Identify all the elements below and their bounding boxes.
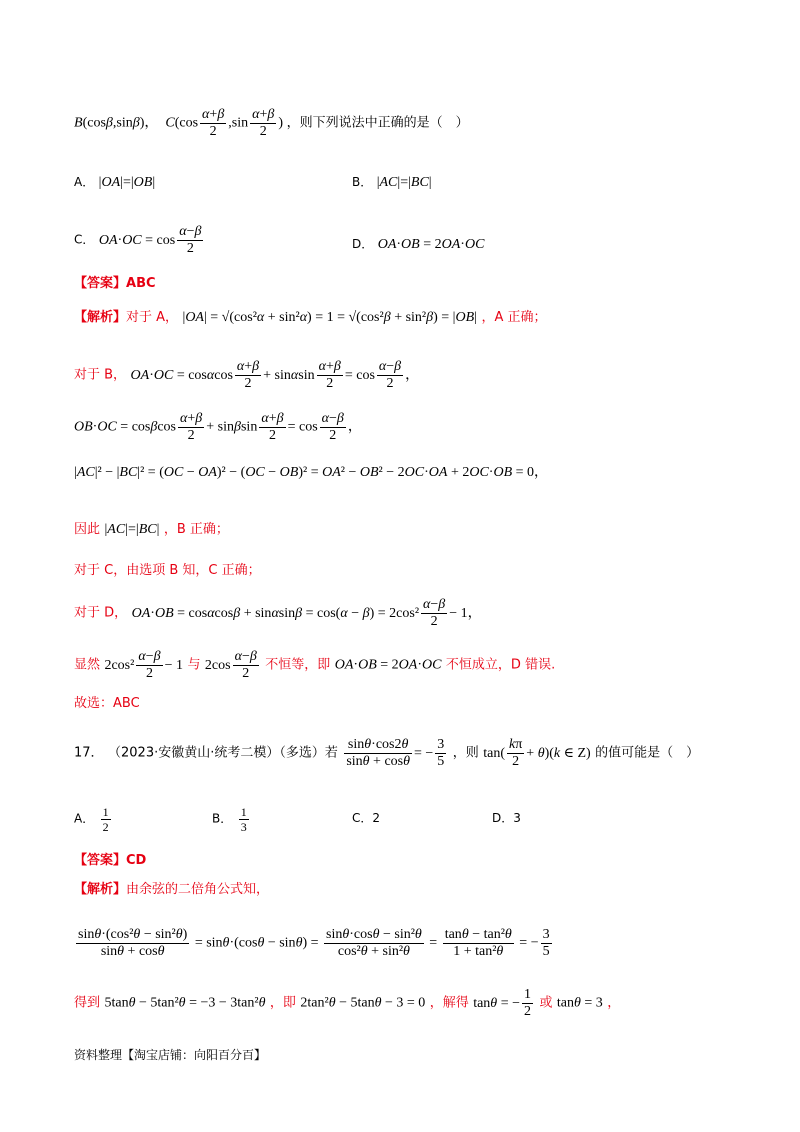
q17-option-a: A． $\frac{1}{2}$ xyxy=(74,805,109,834)
page-footer: 资料整理【淘宝店铺：向阳百分百】 xyxy=(74,1048,267,1062)
q16-option-c: C． OA·OC = cos $\frac{\alpha-\beta}{2}$ xyxy=(74,224,202,256)
q16-stem-tail: ，则下列说法中正确的是（ ） xyxy=(286,115,469,131)
q17-solve-line: 得到 5tanθ − 5tan²θ = −3 − 3tan²θ ，即 2tan²θ − 5tanθ − 3 = 0 ，解得 tanθ = − $\frac{1}{2}$ 或 tanθ = 3 ， xyxy=(74,987,621,1019)
q16-analysis-b-3: |AC|² − |BC|² = (OC − OA)² − (OC − OB)² = OA² − OB² − 2OC·OA + 2OC·OB = 0， xyxy=(74,465,549,480)
q16-option-d: D． OA·OB = 2OA·OC xyxy=(352,237,485,252)
q16-analysis-b-1: 对于 B， OA·OC = cosαcos $\frac{\alpha+\beta}{2}$ + sinαsin $\frac{\alpha+\beta}{2}$ = cos $\frac{\alpha-\beta}{2}$ ， xyxy=(74,359,420,391)
q17-analysis-intro: 【解析】由余弦的二倍角公式知， xyxy=(74,882,270,897)
q16-analysis-a: 【解析】对于 A， |OA| = √(cos²α + sin²α) = 1 = √(cos²β + sin²β) = |OB| ，A 正确； xyxy=(74,310,547,325)
q17-equation: $\frac{\text{sinθ·(cos²θ − sin²θ)}}{\sin\theta + \cos\theta}$ = sinθ·(cosθ − sinθ) = $\frac{\text{sinθ·cosθ − sin²θ}}{\text{cos²θ + sin²θ}}$ = $\frac{\text{tanθ − tan²θ}}{\text{1 + tan²θ}}$ = − $\frac{3}{5}$ xyxy=(78,927,550,959)
q16-analysis-b-2: OB·OC = cosβcos $\frac{\alpha+\beta}{2}$ + sinβsin $\frac{\alpha+\beta}{2}$ = cos $\frac{\alpha-\beta}{2}$ ， xyxy=(74,411,362,443)
q16-analysis-b-4: 因此 |AC|=|BC| ，B 正确； xyxy=(74,522,229,537)
q16-final-choice: 故选：ABC xyxy=(74,696,140,711)
q16-stem: B(cosβ,sinβ)， C(cos $\frac{\alpha+\beta}{2}$ ,sin $\frac{\alpha+\beta}{2}$ ) ，则下列说法中正确的是（ ） xyxy=(74,107,469,139)
q16-option-b: B． |AC|=|BC| xyxy=(352,175,432,190)
q16-answer: 【答案】ABC xyxy=(74,276,156,291)
q17-option-c: C．2 xyxy=(352,811,381,825)
q17-option-d: D．3 xyxy=(492,811,521,825)
q17-stem: 17． （2023·安徽黄山·统考二模）（多选）若 $\frac{\sin\theta\cdot\cos 2\theta}{\sin\theta + \cos\theta}$ = − $\frac{3}{5}$ ，则 tan( $\frac{k\pi}{2}$ + θ)(k ∈ Z) 的值可能是（ ） xyxy=(74,737,700,769)
q16-analysis-c: 对于 C，由选项 B 知，C 正确； xyxy=(74,563,261,578)
q16-analysis-d: 对于 D， OA·OB = cosαcosβ + sinαsinβ = cos(α − β) = 2cos² $\frac{\alpha-\beta}{2}$ − 1， xyxy=(74,597,482,629)
q16-analysis-obvious: 显然 2cos² $\frac{\alpha-\beta}{2}$ − 1 与 2cos $\frac{\alpha-\beta}{2}$ 不恒等，即 OA·OB = 2OA·OC 不恒成立，D 错误. xyxy=(74,649,556,681)
q17-option-b: B． $\frac{1}{3}$ xyxy=(212,805,247,834)
q17-answer: 【答案】CD xyxy=(74,853,147,868)
q16-option-a: A． |OA|=|OB| xyxy=(74,175,156,190)
